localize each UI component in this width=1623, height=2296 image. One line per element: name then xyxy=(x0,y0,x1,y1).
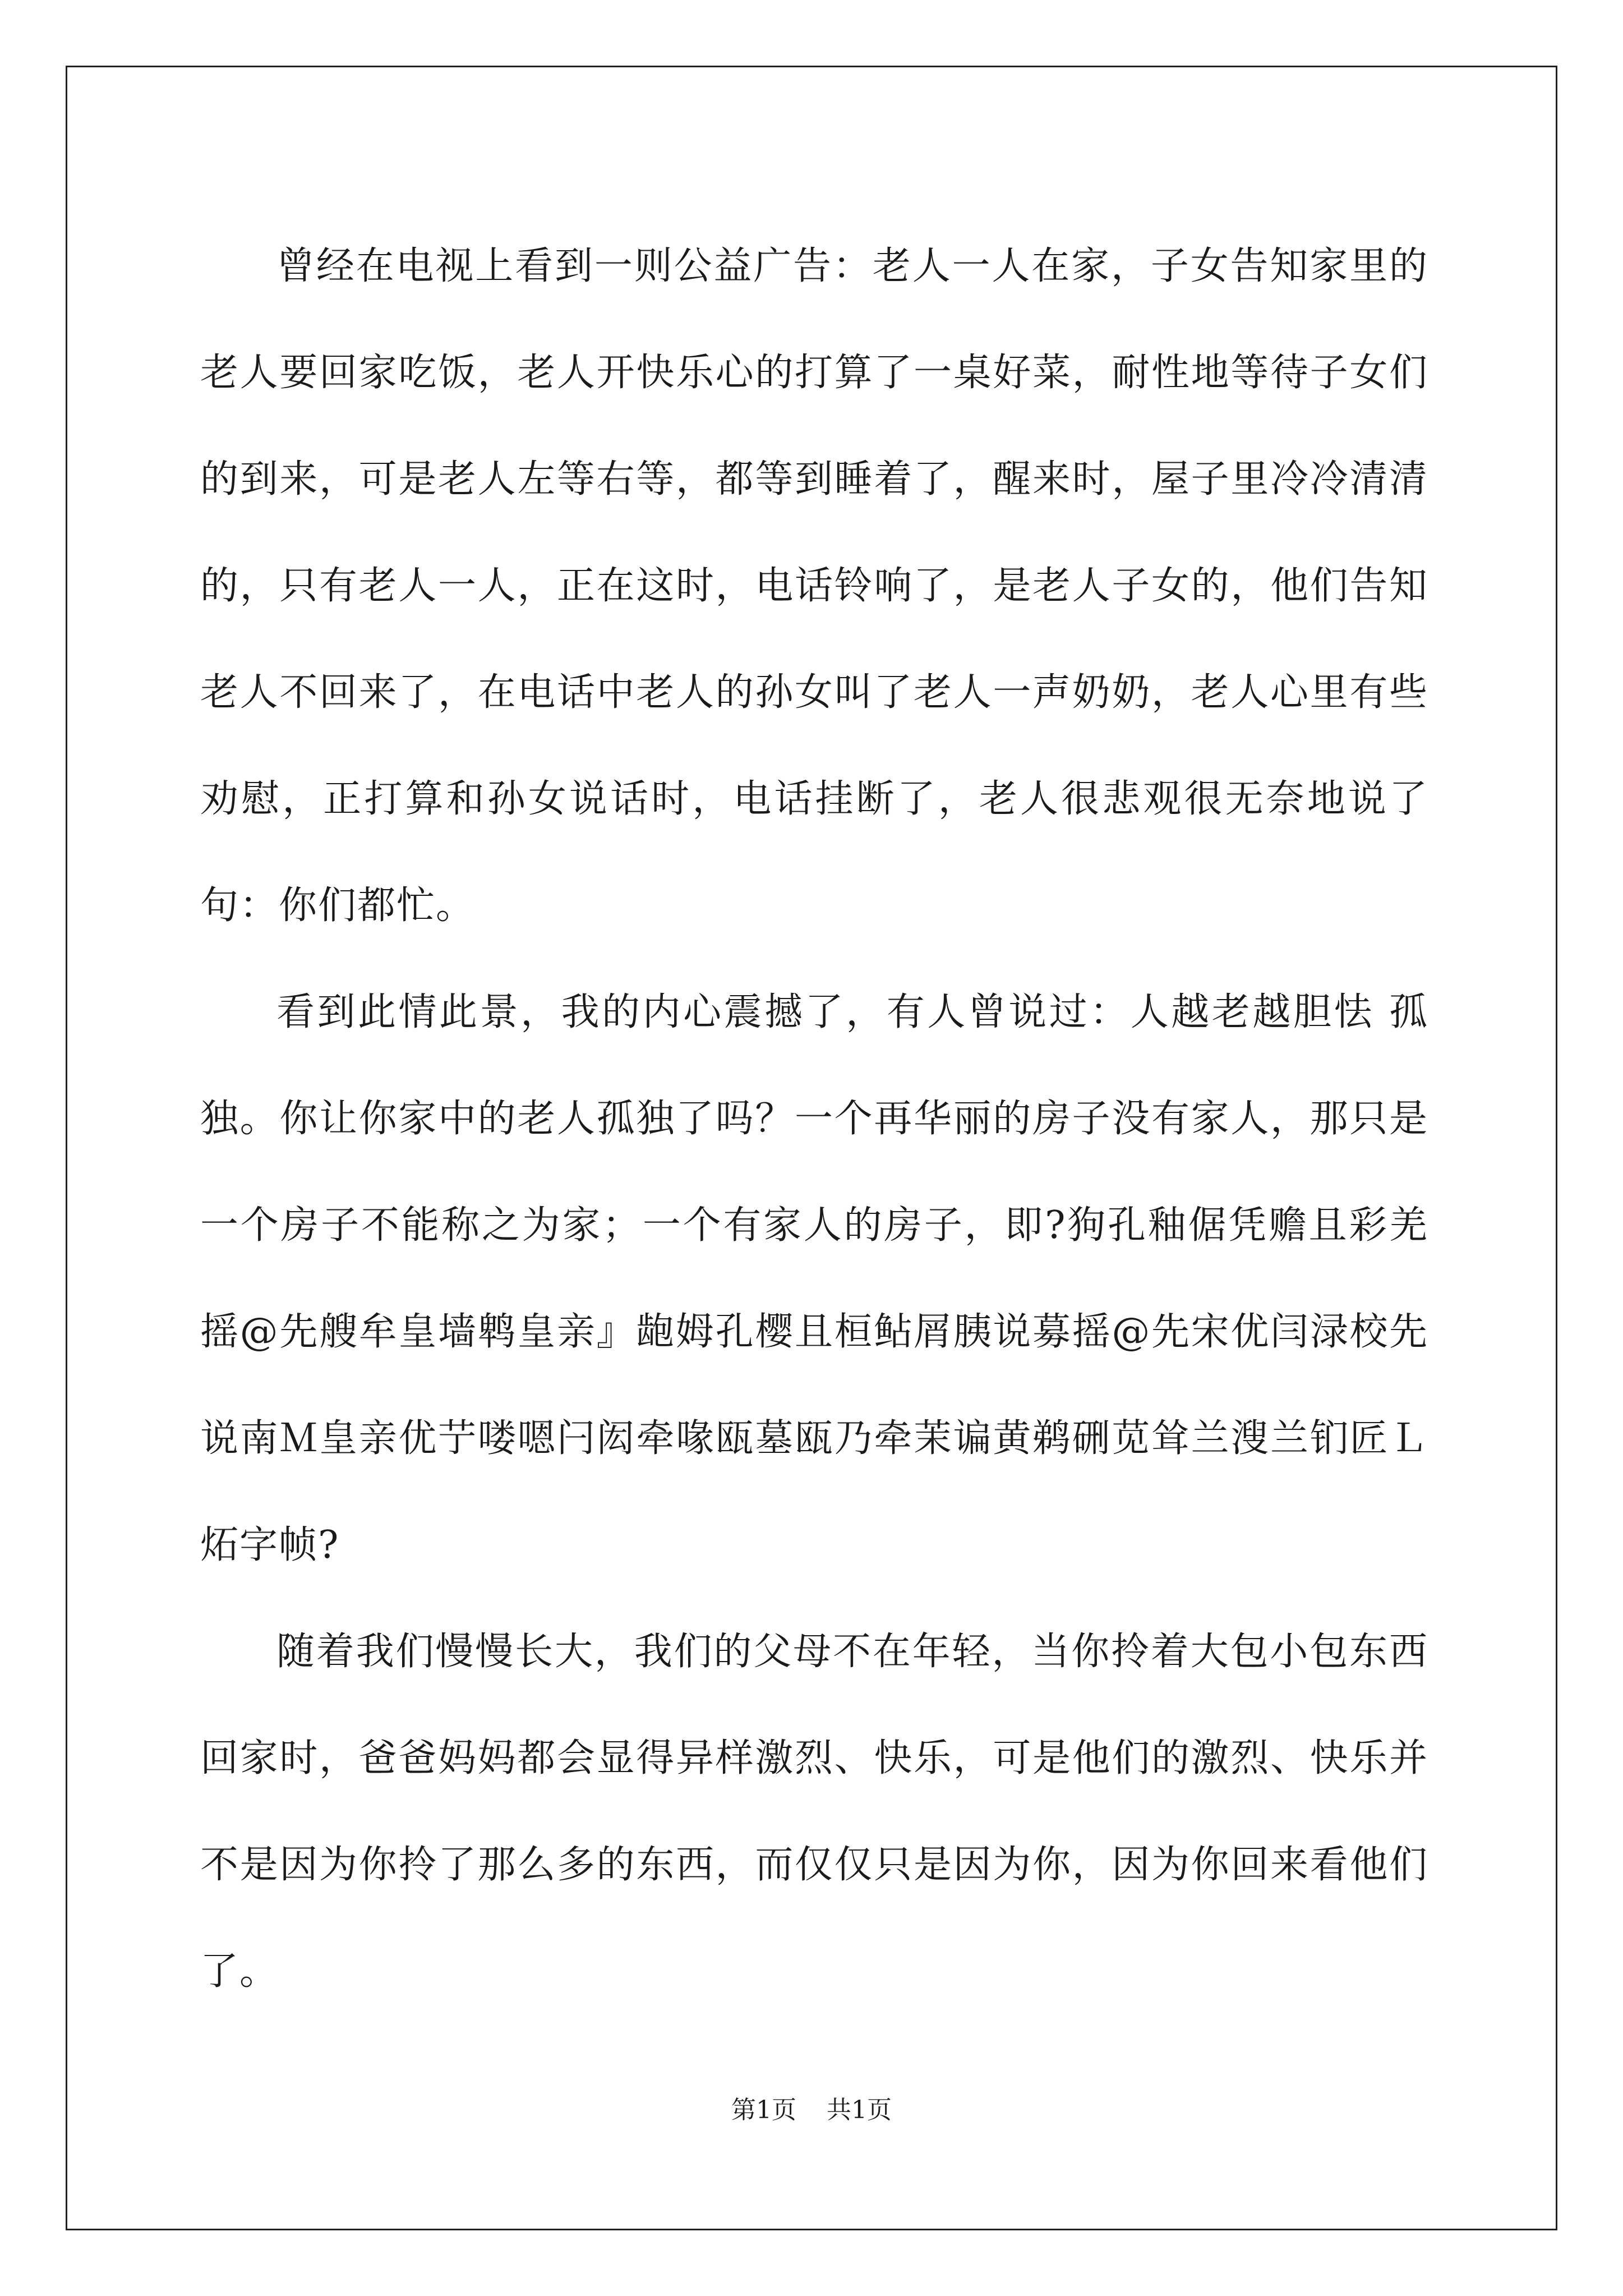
page-total: 共1页 xyxy=(827,2096,892,2124)
paragraph-2: 看到此情此景，我的内心震撼了，有人曾说过：人越老越胆怯 孤独。你让你家中的老人孤独了吗？一个再华丽的房子没有家人，那只是一个房子不能称之为家；一个有家人的房子，即?狗孔釉倨凭赡且彩羌摇@先艘牟皇墙鹎皇亲』龅姆孔樱且桓鲇屑胰说募摇@先宋优闫渌校先说南Ｍ皇亲优艼喽嗯闩闳牵喙瓯墓瓯乃牵茉谝黄鹈硎苋耸兰溲兰钔匠Ｌ炻字帧? xyxy=(200,990,1428,1567)
paragraph-3: 随着我们慢慢长大，我们的父母不在年轻，当你拎着大包小包东西回家时，爸爸妈妈都会显得异样激烈、快乐，可是他们的激烈、快乐并不是因为你拎了那么多的东西，而仅仅只是因为你，因为你回来看他们了。 xyxy=(200,1630,1428,1994)
paragraph-1: 曾经在电视上看到一则公益广告：老人一人在家，子女告知家里的老人要回家吃饭，老人开快乐心的打算了一桌好菜，耐性地等待子女们的到来，可是老人左等右等，都等到睡着了，醒来时，屋子里冷冷清清的，只有老人一人，正在这时，电话铃响了，是老人子女的，他们告知老人不回来了，在电话中老人的孙女叫了老人一声奶奶，老人心里有些劝慰，正打算和孙女说话时，电话挂断了，老人很悲观很无奈地说了句：你们都忙。 xyxy=(200,244,1428,928)
page-number: 第1页 xyxy=(731,2096,796,2124)
document-body xyxy=(200,213,1428,2025)
page-footer xyxy=(0,2090,1623,2125)
